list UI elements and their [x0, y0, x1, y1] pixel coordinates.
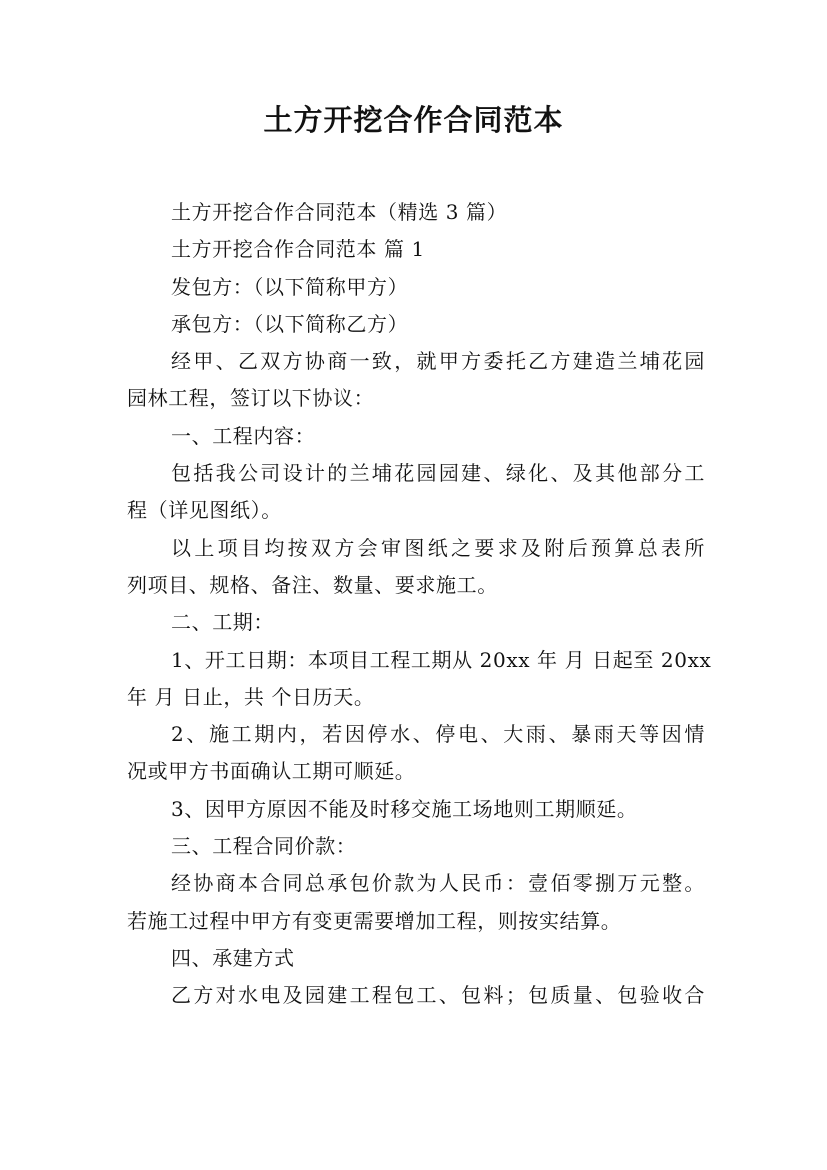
paragraph-line: 以上项目均按双方会审图纸之要求及附后预算总表所 — [171, 535, 705, 560]
paragraph-line: 乙方对水电及园建工程包工、包料；包质量、包验收合 — [171, 983, 705, 1008]
paragraph-line: 一、工程内容： — [171, 423, 316, 448]
paragraph-line: 三、工程合同价款： — [171, 834, 357, 859]
paragraph-line: 经甲、乙双方协商一致，就甲方委托乙方建造兰埔花园 — [171, 349, 705, 374]
paragraph-line: 年 月 日止，共 个日历天。 — [127, 684, 375, 709]
paragraph-line: 经协商本合同总承包价款为人民币：壹佰零捌万元整。 — [171, 871, 705, 896]
paragraph-line: 列项目、规格、备注、数量、要求施工。 — [127, 572, 498, 597]
paragraph-line: 若施工过程中甲方有变更需要增加工程，则按实结算。 — [127, 908, 622, 933]
paragraph-line: 况或甲方书面确认工期可顺延。 — [127, 759, 416, 784]
paragraph-line: 四、承建方式 — [171, 945, 295, 970]
document-body — [127, 194, 712, 1015]
document-title: 土方开挖合作合同范本 — [263, 103, 564, 137]
paragraph-line: 土方开挖合作合同范本 篇 1 — [171, 237, 425, 262]
paragraph-line: 3、因甲方原因不能及时移交施工场地则工期顺延。 — [171, 796, 638, 821]
paragraph-line: 承包方：（以下简称乙方） — [171, 311, 409, 336]
paragraph-line: 土方开挖合作合同范本（精选 3 篇） — [171, 200, 508, 224]
paragraph-line: 程（详见图纸）。 — [127, 498, 282, 523]
paragraph-line: 2、施工期内，若因停水、停电、大雨、暴雨天等因情 — [171, 722, 705, 747]
paragraph-line: 二、工期： — [171, 610, 274, 635]
paragraph-line: 园林工程，签订以下协议： — [127, 386, 375, 411]
paragraph-line: 包括我公司设计的兰埔花园园建、绿化、及其他部分工 — [171, 461, 705, 486]
paragraph-line: 发包方：（以下简称甲方） — [171, 274, 409, 299]
paragraph-line: 1、开工日期：本项目工程工期从 20xx 年 月 日起至 20xx — [171, 647, 712, 672]
